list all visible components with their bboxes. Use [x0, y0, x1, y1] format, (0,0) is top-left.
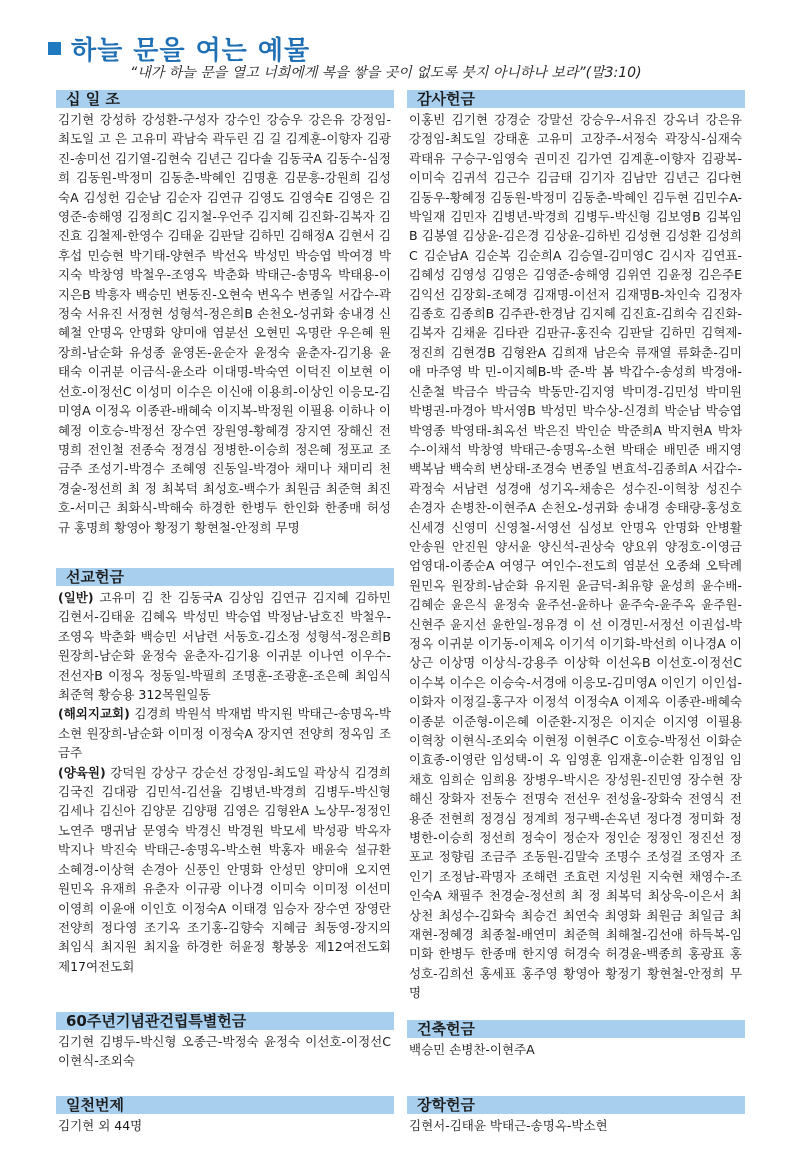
anniversary-header: 60주년기념관건립특별헌금: [56, 1012, 394, 1030]
building-list: 백승민 손병찬-이현주A: [409, 1042, 535, 1057]
mission-overseas-text: 김경희 박원석 박재범 박지원 박태근-송명옥-박소현 원장희-남순화 이미정 이정숙A 장지연 전양희 정옥임 조금주: [58, 706, 391, 761]
tithe-header: 십 일 조: [56, 90, 394, 108]
mission-list: [58, 588, 391, 976]
scholarship-list: 김현서-김태윤 박태근-송명옥-박소현: [409, 1118, 608, 1133]
mission-overseas-label: (해외지교회): [58, 706, 130, 722]
title-square-icon: [48, 42, 61, 55]
tithe-list: 김기현 강성하 강성환-구성자 강수인 강승우 강은유 강정임-최도일 고 은 고유미 곽남숙 곽두린 김 길 김계훈-이향자 김광진-송미선 김기열-김현숙 김년근 김다솔 김동국A 김동수-심정희 김동원-박정미 김동춘-박혜인 김명훈 김문흥-강원희 김성숙A 김성헌 김순남 김순자 김연규 김영도 김영숙E 김영은 김영준-송해영 김정희C 김지철-우언주 김지혜 김진화-김복자 김진효 김철제-한영수 김태윤 김판달 김하민 김해정A 김현서 김후섭 민승현 박기태-양현주 박선옥 박성민 박승엽 박여경 박지숙 박창영 박철우-조영옥 박춘화 박태근-송명옥 박태용-이지은B 박흥자 백승민 변동진-오현숙 변옥수 변종일 서갑수-곽정숙 서유진 서정현 성형석-정은희B 손천오-성귀화 송내경 신혜철 안명옥 안명화 양미애 염분선 오현민 옥명란 우은혜 원장희-남순화 유성종 윤영돈-윤순자 윤정숙 윤춘자-김기용 윤태숙 이귀분 이금식-윤소라 이대명-박숙연 이덕진 이보현 이선호-이정선C 이성미 이수은 이신애 이용희-이상인 이응모-김미영A 이정옥 이종관-배혜숙 이지복-박정원 이필용 이하나 이혜정 이호승-박정선 장수연 장원영-황혜경 장지연 장해신 전명희 전인철 전종숙 정경심 정병한-이승희 정은혜 정포교 조금주 조성기-박경수 조혜영 진동일-박경아 채미나 채미리 천경술-정선희 최 정 최복덕 최성호-백수가 최원금 최준혁 최진호-서미근 최화식-박해숙 하경한 한병두 한인화 한종매 허성규 홍명희 황영아 황정기 황현철-안정희 무명: [58, 112, 391, 535]
mission-support-text: 강덕원 강상구 강순선 강정임-최도일 곽상식 김경희 김국진 김대광 김민석-김선율 김병년-박경희 김병두-박신형 김세나 김신아 김양문 김양평 김영은 김형완A 노상무-정정인 노연주 맹귀남 문영숙 박경신 박경원 박모세 박성광 박옥자 박지나 박진숙 박태근-송명옥-박소현 박홍자 배윤숙 설규환 소혜경-이상혁 손경아 신풍인 안명화 안성민 양미애 오지연 원민옥 유재희 유춘자 이규광 이나경 이미숙 이미정 이선미 이영희 이윤애 이인호 이정숙A 이태경 임승자 장수연 장영란 전양희 정다영 조기옥 조기홍-김향숙 지혜금 최동영-장지의 최임식 최지원 최지율 하경한 허윤정 황봉웅 제12여전도회 제17여전도회: [58, 764, 391, 974]
mission-general-label: (일반): [58, 590, 94, 605]
bible-verse: “내가 하늘 문을 열고 너희에게 복을 쌓을 곳이 없도록 붓지 아니하나 보라”(말3:10): [130, 65, 642, 81]
building-header: 건축헌금: [407, 1020, 745, 1038]
weekly-header: 일천번제: [56, 1096, 394, 1114]
page-title: 하늘 문을 여는 예물: [71, 36, 311, 66]
mission-header: 선교헌금: [56, 568, 394, 586]
mission-support-label: (양육원): [58, 764, 106, 780]
mission-general-text: 고유미 김 찬 김동국A 김상임 김연규 김지혜 김하민 김현서-김태윤 김혜옥 박성민 박승엽 박정남-남호진 박철우-조영옥 박춘화 백승민 서남련 서동호-김소정 성형석-정은희B 원장희-남순화 윤정숙 윤춘자-김기용 이귀분 이나연 이우수-전선자B 이정옥 정동일-박필희 조명훈-조광훈-조은혜 최임식 최준혁 황승용 312목원일동: [58, 590, 391, 703]
scholarship-header: 장학헌금: [407, 1096, 745, 1114]
anniversary-list: 김기현 김병두-박신형 오종근-박정숙 윤정숙 이선호-이정선C 이현식-조외숙: [58, 1034, 391, 1069]
thanks-header: 감사헌금: [407, 90, 745, 108]
thanks-list: 이홍빈 김기현 강경순 강말선 강승우-서유진 강옥녀 강은유 강정임-최도일 강태훈 고유미 고장주-서정숙 곽장식-심재숙 곽태유 구승구-임영숙 권미진 김가연 김계훈-이향자 김광복-이미숙 김귀석 김근수 김금태 김기자 김남만 김년근 김다현 김동우-황혜정 김동원-박정미 김동춘-박혜인 김두현 김민수A-박일재 김민자 김병년-박경희 김병두-박신형 김보영B 김복임B 김봉열 김상윤-김은경 김상윤-김하빈 김성현 김성환 김성희C 김순남A 김순복 김순희A 김승열-김미영C 김시자 김연표-김혜성 김영성 김영은 김영준-송해영 김위연 김윤정 김은주E 김익선 김장회-조혜경 김재명-이선저 김재명B-차인숙 김정자 김종호 김종희B 김주관-한경남 김지혜 김진효-김희숙 김진화-김복자 김채윤 김타관 김판규-홍진숙 김판달 김하민 김혁제-정진희 김현경B 김형완A 김희재 남은숙 류재열 류화춘-김미애 마주영 박 민-이지혜B-박 준-박 봄 박갑수-송성희 박경애-신춘철 박금수 박금숙 박동만-김지영 박미경-김민성 박미원 박병권-마경아 박서영B 박성민 박수상-신경희 박순남 박승엽 박영종 박영태-최옥선 박은진 박인순 박준희A 박지현A 박차수-이채석 박창영 박태근-송명옥-소현 박태순 배민준 배지영 백복남 백숙희 변상태-조경숙 변종일 변효석-김종희A 서갑수-곽정숙 서남련 성경애 성기옥-채송은 성수진-이혁창 성진수 손경자 손병찬-이현주A 손천오-성귀화 송내경 송태량-홍성호 신세경 신영미 신영철-서영선 심성보 안명옥 안명화 안병활 안송원 안진원 양서윤 양신석-권상숙 양요위 양정호-이영금 엄영대-이종순A 여영구 여인수-전도희 염분선 오종쇄 오탁례 원민옥 원장희-남순화 유지원 윤금덕-최유향 윤성희 윤수배-김혜순 윤은식 윤정숙 윤주선-윤하나 윤주숙-윤주옥 윤주원-신현주 윤지선 윤한일-정유경 이 선 이경민-서정선 이권섭-박정옥 이귀분 이기동-이제옥 이기석 이기화-박선희 이나경A 이상근 이상명 이상식-강용주 이상학 이선옥B 이선호-이정선C 이수복 이수은 이승숙-서경애 이응모-김미영A 이인기 이인섭-이화자 이정길-홍구자 이정석 이정숙A 이제옥 이종관-배혜숙 이종분 이준형-이은혜 이준환-지정은 이지순 이지영 이필용 이혁창 이현식-조외숙 이현정 이현주C 이호승-박정선 이화순 이효종-이영란 임성택-이 옥 임영훈 임재훈-이순환 임정임 임채호 임희순 임희용 장병우-박시은 장성원-진민영 장수현 장해신 장화자 전동수 전명숙 전선우 전성율-장화숙 전영식 전용준 전현희 정경심 정계희 정구백-손옥년 정다경 정미화 정병한-이승희 정선희 정숙이 정순자 정인순 정정인 정진선 정포교 정향림 조금주 조동원-김말숙 조명수 조성걸 조영자 조인기 조정남-곽명자 조해련 조효련 지성원 지숙현 채영수-조인숙A 채필주 천경술-정선희 최 정 최복덕 최상욱-이은서 최상천 최성수-김화숙 최승건 최연숙 최영화 최원금 최일금 최재현-정혜경 최종철-배연미 최준혁 최해철-김선애 하득복-임미화 한병두 한종매 한지영 허경숙 허경윤-백종희 홍광표 홍성호-김희선 홍세표 홍주영 황영아 황정기 황현철-안정희 무명: [409, 112, 742, 1001]
weekly-list: 김기현 외 44명: [58, 1118, 143, 1133]
